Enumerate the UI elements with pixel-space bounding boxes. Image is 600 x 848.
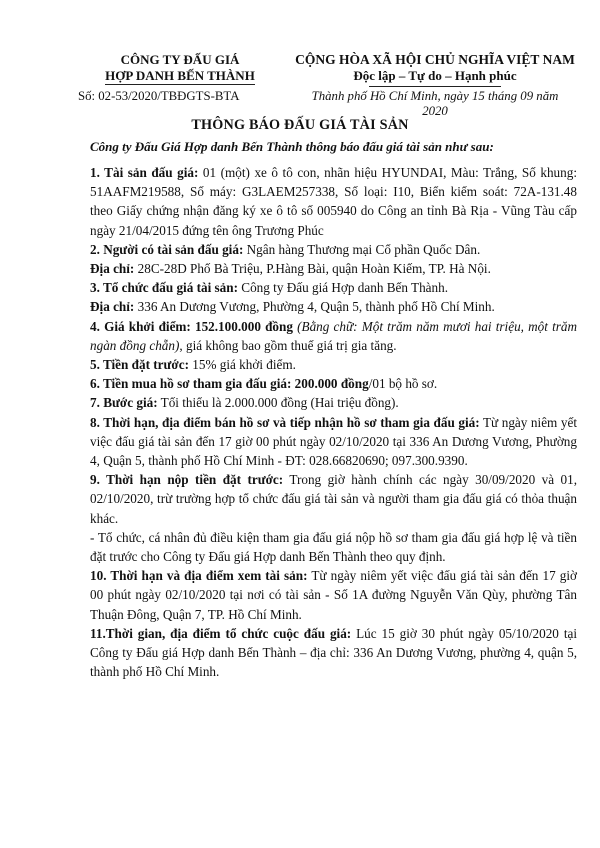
item-3: [90, 278, 577, 297]
document-title: THÔNG BÁO ĐẤU GIÁ TÀI SẢN: [191, 117, 409, 133]
company-name-line2: HỢP DANH BẾN THÀNH: [105, 68, 255, 83]
item-9: [90, 470, 577, 528]
item-text: Từ ngày niêm yết việc đấu giá tài sản đến 17 giờ 00 phút ngày 02/10/2020 tại nơi có tài sản - Số 1A đường Nguyễn Văn Qùy, phường Tân Thuận Đông, Quận 7, TP. Hồ Chí Minh.: [90, 568, 577, 622]
national-name: CỘNG HÒA XÃ HỘI CHỦ NGHĨA VIỆT NAM: [295, 52, 575, 67]
item-1: [90, 163, 577, 240]
item-11: [90, 624, 577, 682]
item-label: 7. Bước giá:: [90, 395, 158, 411]
item-label: 11.Thời gian, địa điểm tổ chức cuộc đấu giá:: [90, 625, 352, 641]
address-label: Địa chỉ:: [90, 299, 135, 315]
item-label: 2. Người có tài sản đấu giá:: [90, 241, 244, 257]
item-text: 15% giá khởi điểm.: [188, 357, 296, 373]
item-text: Tối thiểu là 2.000.000 đồng (Hai triệu đồng).: [157, 395, 399, 411]
item-3-address: [90, 297, 577, 316]
document-body: [90, 163, 577, 681]
amount-in-words: (Bằng chữ: Một trăm năm mươi hai triệu, một trăm ngàn đồng chẵn): [90, 318, 578, 353]
address-text: 28C-28D Phố Bà Triệu, P.Hàng Bài, quận Hoàn Kiếm, TP. Hà Nội.: [134, 261, 491, 277]
motto-underline: [369, 86, 501, 87]
item-label: 10. Thời hạn và địa điểm xem tài sản:: [90, 568, 308, 584]
address-label: Địa chỉ:: [90, 261, 135, 277]
item-6: [90, 374, 577, 393]
item-text: 01 (một) xe ô tô con, nhãn hiệu HYUNDAI, Màu: Trắng, Số khung: 51AAFM219588, Số máy: G3LAEM257338, Số loại: I10, Biển kiểm soát: 72A-131.48 theo Giấy chứng nhận đăng ký xe ô tô số 005940 do Công an tỉnh Bà Rịa - Vũng Tàu cấp ngày 21/04/2015 đứng tên ông Trương Phúc: [90, 165, 577, 238]
item-text: Công ty Đấu giá Hợp danh Bến Thành.: [238, 280, 449, 296]
item-7: [90, 393, 577, 412]
item-label: 3. Tổ chức đấu giá tài sản:: [90, 280, 238, 296]
intro-line: Công ty Đấu Giá Hợp danh Bến Thành thông báo đấu giá tài sản như sau:: [90, 139, 494, 154]
item-8: [90, 413, 577, 471]
item-5: [90, 355, 577, 374]
item-label: 9. Thời hạn nộp tiền đặt trước:: [90, 472, 284, 488]
item-text: Lúc 15 giờ 30 phút ngày 05/10/2020 tại Công ty Đấu giá Hợp danh Bến Thành – địa chỉ: 336 An Dương Vương, phường 4, quận 5, thành phố Hồ Chí Minh.: [90, 625, 578, 680]
company-header: [80, 52, 280, 84]
item-text: /01 bộ hồ sơ.: [368, 376, 438, 392]
company-name-line1: CÔNG TY ĐẤU GIÁ: [120, 52, 240, 67]
item-9-note: - Tổ chức, cá nhân đủ điều kiện tham gia đấu giá nộp hồ sơ tham gia đấu giá hợp lệ và tiền đặt trước cho Công ty Đấu giá Hợp danh Bến Thành theo quy định.: [90, 529, 577, 565]
place-date: Thành phố Hồ Chí Minh, ngày 15 tháng 09 năm 2020: [311, 89, 559, 118]
item-10: [90, 566, 577, 624]
item-label: 1. Tài sản đấu giá:: [90, 165, 199, 180]
item-label: 4. Giá khởi điểm: 152.100.000 đồng: [90, 318, 293, 334]
item-text: , giá không bao gồm thuế giá trị gia tăng.: [179, 337, 397, 353]
item-text: Ngân hàng Thương mại Cổ phần Quốc Dân.: [243, 241, 481, 257]
national-header: [290, 52, 580, 87]
item-text: Từ ngày niêm yết việc đấu giá tài sản đến 17 giờ 00 phút ngày 02/10/2020 tại 336 An Dương Vương, Phường 4, Quận 5, thành phố Hồ Chí Minh - ĐT: 028.66820690; 097.300.9390.: [90, 414, 577, 469]
item-2: [90, 240, 577, 259]
item-label: 6. Tiền mua hồ sơ tham gia đấu giá: 200.000 đồng: [90, 376, 369, 392]
document-number: Số: 02-53/2020/TBĐGTS-BTA: [78, 89, 240, 103]
item-label: 8. Thời hạn, địa điểm bán hồ sơ và tiếp nhận hồ sơ tham gia đấu giá:: [90, 414, 480, 430]
item-2-address: [90, 259, 577, 278]
national-motto: Độc lập – Tự do – Hạnh phúc: [353, 68, 517, 83]
item-label: 5. Tiền đặt trước:: [90, 357, 189, 373]
item-4: [90, 317, 577, 355]
item-text: Trong giờ hành chính các ngày 30/09/2020 và 01, 02/10/2020, trừ trường hợp tổ chức đấu giá tài sản và người tham gia đấu giá có thỏa thuận khác.: [90, 472, 577, 526]
address-text: 336 An Dương Vương, Phường 4, Quận 5, thành phố Hồ Chí Minh.: [134, 299, 495, 315]
